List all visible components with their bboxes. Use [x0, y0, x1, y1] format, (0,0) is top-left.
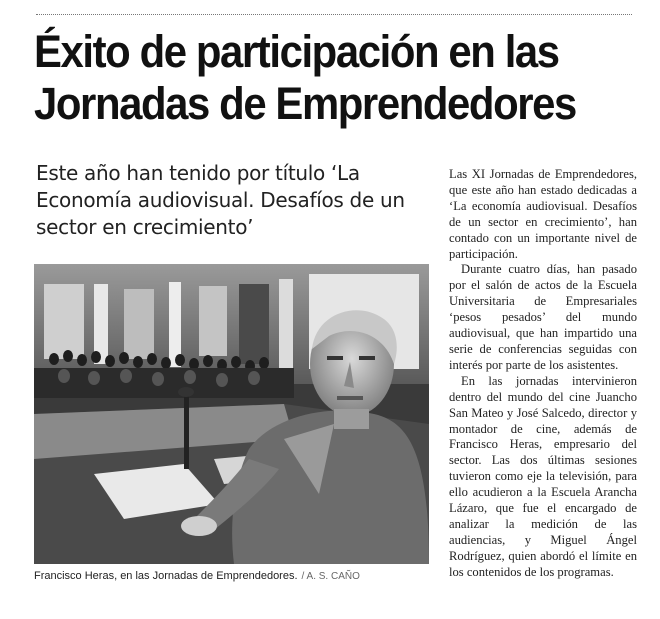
photo-caption [34, 570, 434, 582]
article-photo [34, 264, 429, 564]
body-paragraph-2: Durante cuatro días, han pasado por el salón de actos de la Escuela Universitaria de Empresariales ‘pesos pesados’ del mundo audiovisual, que han impartido una serie de conferencias seguidas con interés por parte de los asistentes. [449, 262, 637, 372]
caption-text: Francisco Heras, en las Jornadas de Emprendedores. [34, 570, 298, 582]
headline: Éxito de participación en las Jornadas de Emprendedores [34, 26, 576, 129]
top-rule [36, 14, 632, 15]
body-paragraph-3: En las jornadas intervinieron dentro del mundo del cine Juancho San Mateo y José Salcedo, director y montador de cine, además de Francisco Heras, empresario del sector. Las dos últimas sesiones tuvieron como eje la televisión, para ello acudieron a la Escuela Arancha Lázaro, que fue el encargado de analizar la medición de las audiencias, y Miguel Ángel Rodríguez, quien abordó el límite en los contenidos de los programas. [449, 373, 637, 579]
article-body [449, 167, 637, 581]
body-paragraph-1: Las XI Jornadas de Emprendedores, que este año han estado dedicadas a ‘La economía audiovisual. Desafíos de un sector en crecimiento’, han contado con un importante nivel de participación. [449, 167, 637, 261]
subheadline: Este año han tenido por título ‘La Economía audiovisual. Desafíos de un sector en crecimiento’ [36, 161, 405, 239]
photo-credit: / A. S. CAÑO [301, 571, 360, 582]
